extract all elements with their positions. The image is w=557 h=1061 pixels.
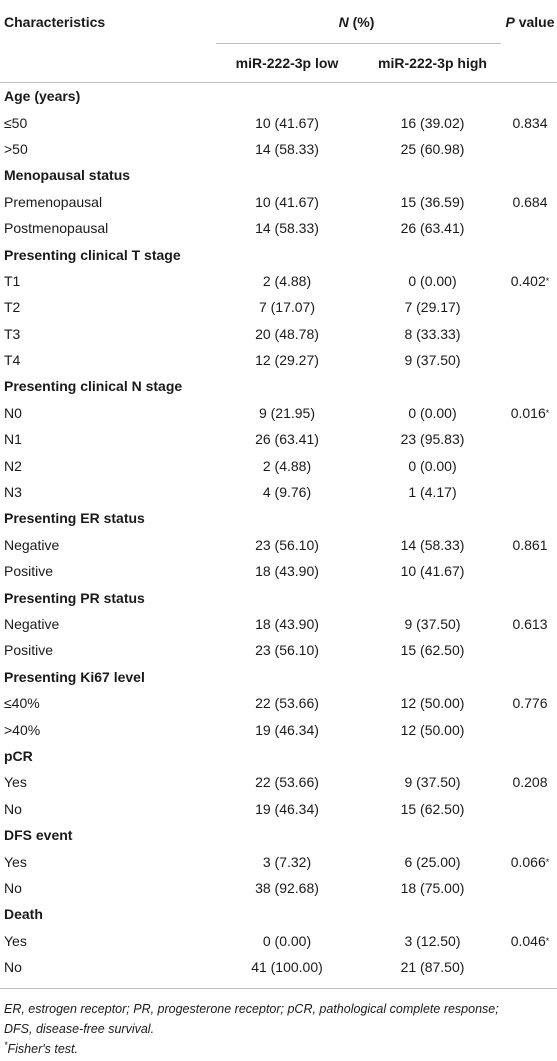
cell-mir-low: 2 (4.88) [262, 272, 312, 289]
footnote-fisher-text: Fisher's test. [7, 1042, 78, 1057]
cell-mir-low: 23 (56.10) [255, 642, 319, 659]
row-label: No [4, 959, 22, 976]
table-row [0, 532, 557, 558]
p-value-text: 0.066 [510, 853, 546, 870]
cell-mir-high: 9 (37.50) [404, 352, 461, 369]
row-label: N2 [4, 457, 22, 474]
cell-p-value [503, 215, 557, 241]
cell-p-value [503, 347, 557, 373]
table-row [0, 268, 557, 294]
cell-p-value [503, 769, 557, 795]
cell-mir-low: 7 (17.07) [258, 299, 316, 316]
row-label: ≤50 [4, 114, 28, 131]
section-label: Presenting ER status [4, 510, 145, 527]
cell-p-value [503, 716, 557, 742]
table-row [0, 452, 557, 478]
section-row [0, 83, 557, 109]
row-label: Yes [4, 853, 27, 870]
cell-p-value: 0.016 * [510, 404, 550, 421]
section-row [0, 664, 557, 690]
table-row [0, 769, 557, 795]
cell-p-value: 0.066 * [510, 853, 550, 870]
cell-mir-high: 0 (0.00) [408, 272, 457, 289]
table-footnote [0, 989, 557, 1059]
cell-mir-low: 20 (48.78) [255, 325, 319, 342]
cell-p-value [503, 796, 557, 822]
header-p-value [503, 0, 557, 43]
cell-mir-low: 41 (100.00) [251, 959, 323, 976]
row-label: Positive [4, 563, 54, 580]
footnote-abbreviations-1: ER, estrogen receptor; PR, progesterone receptor; pCR, pathological complete response; [4, 1002, 499, 1017]
section-label: Presenting clinical T stage [4, 246, 181, 263]
cell-mir-low: 22 (53.66) [255, 774, 319, 791]
cell-mir-low: 10 (41.67) [255, 114, 319, 131]
cell-mir-high: 21 (87.50) [400, 959, 465, 976]
p-value-text: 0.684 [512, 193, 548, 210]
table-row [0, 136, 557, 162]
cell-mir-high: 23 (95.83) [400, 431, 465, 448]
row-label: Yes [4, 774, 27, 791]
cell-p-value [503, 479, 557, 505]
table-row [0, 716, 557, 742]
section-row [0, 505, 557, 531]
p-value-text: 0.834 [512, 114, 548, 131]
footnote-fisher [4, 1039, 553, 1059]
p-value-text: 0.861 [512, 536, 548, 553]
cell-mir-high: 1 (4.17) [408, 484, 457, 501]
cell-p-value [503, 321, 557, 347]
cell-mir-low: 26 (63.41) [255, 431, 319, 448]
header-p-suffix: value [514, 13, 555, 30]
row-label: N1 [4, 431, 22, 448]
p-value-text: 0.016 [510, 404, 546, 421]
cell-mir-high: 15 (36.59) [400, 193, 465, 210]
cell-mir-low: 0 (0.00) [262, 932, 312, 949]
table-subheader-row [0, 43, 557, 83]
cell-mir-high: 15 (62.50) [400, 800, 465, 817]
table-row [0, 611, 557, 637]
p-value-text: 0.402 [510, 272, 546, 289]
table-row [0, 109, 557, 135]
cell-p-value [503, 452, 557, 478]
cell-mir-high: 26 (63.41) [400, 220, 465, 237]
section-row [0, 241, 557, 267]
row-label: Negative [4, 616, 60, 632]
row-label: ≤40% [4, 695, 40, 712]
cell-p-value [503, 637, 557, 663]
row-label: T2 [4, 299, 21, 316]
header-p-symbol: P [505, 13, 515, 30]
table-row [0, 690, 557, 716]
cell-p-value [503, 690, 557, 716]
section-label: Presenting Ki67 level [4, 668, 145, 685]
p-value-text: 0.046 [510, 932, 546, 949]
row-label: Negative [4, 536, 60, 553]
section-row [0, 822, 557, 848]
cell-mir-high: 0 (0.00) [408, 404, 457, 421]
cell-p-value [503, 109, 557, 135]
section-label: Presenting clinical N stage [4, 378, 183, 395]
footnote-fisher-mark: * [4, 1040, 8, 1051]
table-row [0, 637, 557, 663]
section-label: Death [4, 906, 43, 923]
section-row [0, 584, 557, 610]
cell-p-value [503, 558, 557, 584]
row-label: >50 [4, 140, 28, 157]
cell-mir-high: 6 (25.00) [404, 853, 461, 870]
cell-mir-high: 12 (50.00) [400, 695, 465, 712]
row-label: T1 [4, 272, 21, 289]
section-label: Presenting PR status [4, 589, 145, 606]
header-n-symbol: N [338, 13, 349, 30]
row-label: >40% [4, 721, 41, 738]
cell-mir-high: 16 (39.02) [400, 114, 465, 131]
cell-mir-high: 15 (62.50) [400, 642, 465, 659]
cell-mir-high: 10 (41.67) [400, 563, 465, 580]
cell-mir-high: 14 (58.33) [400, 536, 465, 553]
table-row [0, 558, 557, 584]
cell-mir-low: 9 (21.95) [258, 404, 316, 421]
header-mir-low: miR-222-3p low [235, 54, 339, 71]
table-row [0, 321, 557, 347]
cell-mir-low: 14 (58.33) [255, 140, 319, 157]
header-characteristics: Characteristics [4, 13, 106, 30]
section-label: Menopausal status [4, 167, 131, 184]
table-row [0, 796, 557, 822]
table-row [0, 954, 557, 980]
cell-p-value [503, 532, 557, 558]
cell-mir-high: 25 (60.98) [400, 140, 465, 157]
cell-mir-high: 18 (75.00) [400, 879, 465, 896]
cell-mir-low: 12 (29.27) [255, 352, 319, 369]
cell-p-value [503, 136, 557, 162]
table-body [0, 83, 557, 980]
table-row [0, 848, 557, 874]
table-row [0, 400, 557, 426]
row-label: No [4, 800, 22, 817]
p-value-text: 0.776 [512, 695, 548, 712]
cell-p-value [503, 189, 557, 215]
cell-mir-high: 9 (37.50) [404, 774, 461, 791]
cell-mir-high: 8 (33.33) [404, 325, 461, 342]
section-row [0, 162, 557, 188]
cell-mir-low: 22 (53.66) [255, 695, 319, 712]
row-label: N3 [4, 484, 22, 501]
section-label: pCR [4, 747, 33, 764]
cell-p-value [503, 875, 557, 901]
table-row [0, 928, 557, 954]
section-row [0, 901, 557, 927]
row-label: Postmenopausal [4, 220, 109, 237]
table-row [0, 875, 557, 901]
section-label: DFS event [4, 827, 73, 844]
cell-mir-high: 0 (0.00) [408, 457, 457, 474]
section-label: Age (years) [4, 88, 81, 105]
header-n-suffix: (%) [348, 13, 375, 30]
cell-mir-low: 2 (4.88) [262, 457, 312, 474]
table-row [0, 426, 557, 452]
header-n-underline [216, 0, 501, 44]
table-row [0, 347, 557, 373]
cell-p-value: 0.402 * [510, 272, 550, 289]
cell-mir-low: 4 (9.76) [262, 484, 312, 501]
cell-p-value [503, 954, 557, 980]
cell-mir-high: 3 (12.50) [404, 932, 461, 949]
table-row [0, 215, 557, 241]
cell-mir-low: 14 (58.33) [255, 220, 319, 237]
cell-p-value: 0.046 * [510, 932, 550, 949]
cell-mir-low: 10 (41.67) [255, 193, 319, 210]
cell-mir-low: 38 (92.68) [255, 879, 319, 896]
cell-mir-low: 18 (43.90) [255, 563, 319, 580]
cell-mir-low: 23 (56.10) [255, 536, 319, 553]
footnote-abbreviations-2: DFS, disease-free survival. [4, 1022, 155, 1037]
section-row [0, 373, 557, 399]
cell-p-value [503, 611, 557, 637]
header-mir-high: miR-222-3p high [378, 54, 487, 71]
row-label: Premenopausal [4, 193, 103, 210]
row-label: T4 [4, 352, 21, 369]
p-value-text: 0.613 [512, 616, 548, 632]
cell-mir-low: 19 (46.34) [255, 800, 319, 817]
cell-mir-low: 3 (7.32) [262, 853, 312, 870]
section-row [0, 743, 557, 769]
row-label: T3 [4, 325, 21, 342]
cell-mir-high: 12 (50.00) [400, 721, 465, 738]
table-row [0, 189, 557, 215]
table-row [0, 479, 557, 505]
row-label: Positive [4, 642, 54, 659]
cell-mir-high: 9 (37.50) [404, 616, 461, 632]
cell-mir-low: 19 (46.34) [255, 721, 319, 738]
table-row [0, 294, 557, 320]
p-value-text: 0.208 [512, 774, 548, 791]
row-label: N0 [4, 404, 22, 421]
table-header-row [0, 0, 557, 43]
cell-mir-low: 18 (43.90) [255, 616, 319, 632]
cell-p-value [503, 426, 557, 452]
cell-p-value [503, 294, 557, 320]
row-label: No [4, 879, 22, 896]
cell-mir-high: 7 (29.17) [404, 299, 461, 316]
row-label: Yes [4, 932, 27, 949]
